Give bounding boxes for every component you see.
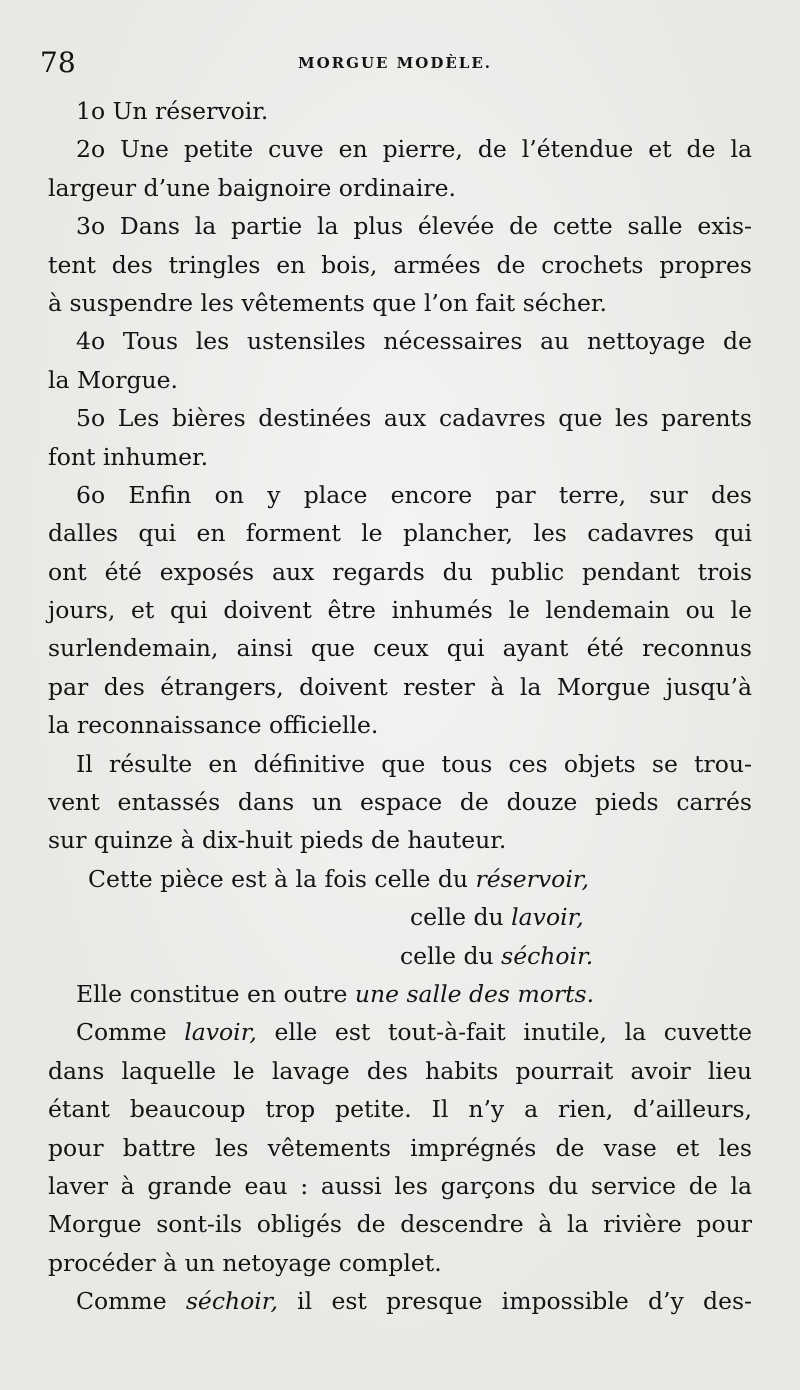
running-title: MORGUE MODÈLE. [298, 54, 492, 72]
text-line: pour battre les vêtements imprégnés de vase et les [48, 1133, 752, 1162]
text-line: 1o Un réservoir. [76, 97, 269, 125]
text-line: par des étrangers, doivent rester à la Morgue jusqu’à [48, 672, 752, 701]
salle-des-morts-line: Elle constitue en outre une salle des morts. [76, 979, 595, 1008]
lavoir-paragraph [48, 1052, 752, 1282]
text-line: dalles qui en forment le plancher, les cadavres qui [48, 519, 752, 548]
text-line: jours, et qui doivent être inhumés le lendemain ou le [48, 596, 752, 625]
text-line: 5o Les bières destinées aux cadavres que les parents [76, 404, 752, 433]
body-text [48, 92, 752, 1321]
text-line: procéder à un netoyage complet. [48, 1248, 442, 1277]
text-line: largeur d’une baignoire ordinaire. [48, 173, 456, 202]
page-number: 78 [40, 46, 76, 79]
text-line: 3o Dans la partie la plus élevée de cette salle exis- [76, 212, 752, 241]
text-line: sur quinze à dix-huit pieds de hauteur. [48, 826, 507, 855]
text-line: Morgue sont-ils obligés de descendre à la rivière pour [48, 1210, 752, 1239]
text-line: ont été exposés aux regards du public pendant trois [48, 557, 752, 586]
enumeration-block [48, 92, 752, 860]
text-line: tent des tringles en bois, armées de crochets propres [48, 250, 752, 279]
text-line: dans laquelle le lavage des habits pourrait avoir lieu [48, 1056, 752, 1085]
text-line: à suspendre les vêtements que l’on fait sécher. [48, 288, 607, 317]
text-line: la Morgue. [48, 365, 178, 394]
text-line: vent entassés dans un espace de douze pieds carrés [48, 788, 752, 817]
text-line: font inhumer. [48, 442, 209, 471]
text-line: laver à grande eau : aussi les garçons du service de la [48, 1171, 752, 1200]
text-line: 6o Enfin on y place encore par terre, sur des [76, 480, 752, 509]
piece-line-1: Cette pièce est à la fois celle du réservoir, [88, 864, 589, 893]
text-line: 2o Une petite cuve en pierre, de l’étendue et de la [76, 135, 752, 164]
text-line: la reconnaissance officielle. [48, 711, 379, 740]
piece-line-2: celle du lavoir, [410, 903, 584, 932]
sechoir-paragraph-first-line: Comme séchoir, il est presque impossible d’y des- [76, 1287, 752, 1316]
text-line: 4o Tous les ustensiles nécessaires au nettoyage de [76, 327, 752, 356]
text-line: Il résulte en définitive que tous ces objets se trou- [76, 749, 752, 778]
text-line: surlendemain, ainsi que ceux qui ayant été reconnus [48, 634, 752, 663]
piece-line-3: celle du séchoir. [400, 941, 594, 970]
text-line: étant beaucoup trop petite. Il n’y a rien, d’ailleurs, [48, 1095, 752, 1124]
page-header [40, 40, 750, 86]
lavoir-paragraph-first-line: Comme lavoir, elle est tout-à-fait inutile, la cuvette [76, 1018, 752, 1047]
